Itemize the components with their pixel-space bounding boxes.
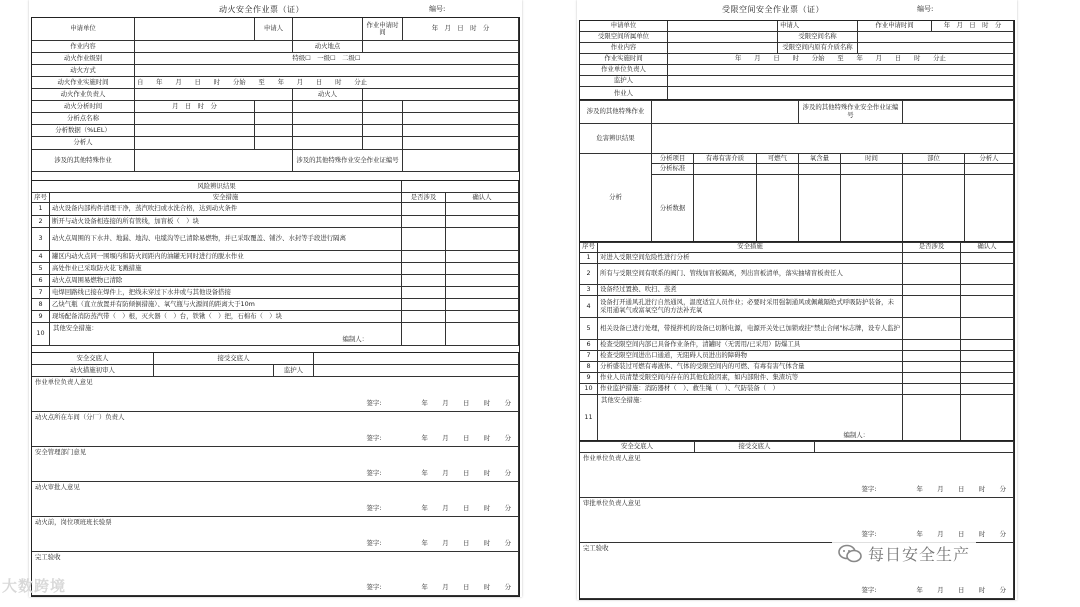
sign-label: 签字: bbox=[366, 582, 382, 591]
measure-text: 所有与受限空间有联系的阀门、管线加盲板隔离，列出盲板清单，落实抽堵盲板责任人 bbox=[598, 264, 903, 285]
other-special-cert-field[interactable] bbox=[403, 150, 519, 172]
measure-number: 5 bbox=[32, 263, 50, 275]
space-header-table bbox=[579, 20, 1015, 100]
analysis-cell[interactable] bbox=[293, 125, 363, 137]
involved-cell[interactable] bbox=[402, 323, 446, 346]
analysis-cell[interactable] bbox=[363, 113, 403, 125]
data-label: 分析数据 bbox=[652, 175, 694, 243]
other-special-field[interactable] bbox=[652, 100, 799, 124]
analysis-cell[interactable] bbox=[293, 137, 363, 150]
analysis-cell[interactable] bbox=[965, 164, 1014, 175]
safety-briefer-label: 安全交底人 bbox=[580, 441, 695, 453]
approver-opinion-box[interactable] bbox=[580, 498, 1014, 543]
involved-cell[interactable] bbox=[903, 285, 961, 296]
form-title: 动火安全作业票（证） bbox=[219, 5, 304, 14]
pre-check-box[interactable] bbox=[32, 517, 519, 552]
measure-text: 动火设备内部构件清理干净，蒸汽吹扫或水洗合格，达到动火条件 bbox=[50, 203, 402, 216]
confirm-cell[interactable] bbox=[961, 340, 1014, 351]
confined-space-permit bbox=[577, 0, 1017, 600]
briefing-receiver-field[interactable] bbox=[815, 441, 1014, 453]
analysis-cell[interactable] bbox=[965, 175, 1014, 243]
original-medium-field[interactable] bbox=[858, 43, 1014, 54]
analysis-cell[interactable] bbox=[903, 164, 965, 175]
sign-label: 签字: bbox=[366, 538, 382, 547]
space-measures-table bbox=[579, 241, 1015, 441]
sign-label: 签字: bbox=[861, 484, 877, 493]
compiler-label: 编制人： bbox=[342, 334, 368, 343]
involved-cell[interactable] bbox=[402, 251, 446, 263]
analysis-label: 分析 bbox=[580, 154, 652, 243]
col-no: 序号 bbox=[580, 242, 598, 253]
approver-box[interactable] bbox=[32, 482, 519, 517]
guardian-field[interactable] bbox=[314, 365, 519, 377]
analysis-time-cell[interactable] bbox=[403, 101, 519, 113]
analyst-label: 分析人 bbox=[32, 137, 135, 150]
unit-opinion-label: 作业单位负责人意见 bbox=[583, 454, 641, 462]
analysis-time-label: 动火分析时间 bbox=[32, 101, 135, 113]
unit-leader-field[interactable] bbox=[668, 65, 1014, 76]
analysis-cell[interactable] bbox=[255, 137, 293, 150]
involved-cell[interactable] bbox=[903, 373, 961, 384]
measure-number: 3 bbox=[580, 285, 598, 296]
confirm-cell[interactable] bbox=[961, 373, 1014, 384]
sign-date: 年 月 日 时 分 bbox=[421, 468, 515, 477]
involved-cell[interactable] bbox=[903, 340, 961, 351]
analysis-time-cell[interactable] bbox=[293, 101, 363, 113]
involved-cell[interactable] bbox=[402, 228, 446, 251]
apply-time-field[interactable]: 年 月 日 时 分 bbox=[403, 18, 519, 41]
measure-other-box[interactable] bbox=[598, 395, 903, 442]
other-special-label: 涉及的其他特殊作业 bbox=[32, 150, 135, 172]
sign-date: 年 月 日 时 分 bbox=[421, 538, 515, 547]
other-special-cert-label: 涉及的其他特殊作业安全作业证编号 bbox=[293, 150, 403, 172]
other-special-field[interactable] bbox=[135, 150, 293, 172]
confirm-cell[interactable] bbox=[446, 251, 519, 263]
confirm-cell[interactable] bbox=[446, 323, 519, 346]
confirm-cell[interactable] bbox=[961, 285, 1014, 296]
fire-location-field[interactable] bbox=[363, 41, 519, 53]
sign-date: 年 月 日 时 分 bbox=[421, 433, 515, 442]
analysis-data-label: 分析数据（%LEL） bbox=[32, 125, 135, 137]
analysis-cell[interactable] bbox=[757, 164, 799, 175]
workshop-opinion-label: 动火点所在车间（分厂）负责人 bbox=[35, 413, 125, 421]
col-no: 序号 bbox=[32, 193, 50, 203]
col-involved: 是否涉及 bbox=[903, 242, 961, 253]
applicant-unit-label: 申请单位 bbox=[580, 21, 668, 32]
fire-method-label: 动火方式 bbox=[32, 65, 135, 77]
confirm-cell[interactable] bbox=[446, 203, 519, 216]
col-confirm: 确认人 bbox=[446, 193, 519, 203]
measure-text: 检查受限空间进出口通道，无阻碍人员进出的障碍物 bbox=[598, 351, 903, 362]
pre-check-label: 动火前，岗位项班班长验票 bbox=[35, 518, 112, 526]
involved-cell[interactable] bbox=[903, 384, 961, 395]
approver-opinion-label: 审批单位负责人意见 bbox=[583, 499, 641, 507]
watermark-left: 大数跨境 bbox=[2, 577, 67, 595]
fire-time-field[interactable]: 自 年 月 日 时 分始 至 年 月 日 时 分止 bbox=[135, 77, 519, 89]
confirm-cell[interactable] bbox=[446, 263, 519, 275]
measure-text: 分析盛装过可燃有毒液体、气体的受限空间内的可燃、有毒有害气体含量 bbox=[598, 362, 903, 373]
analysis-cell[interactable] bbox=[799, 175, 841, 243]
analysis-time-cell[interactable] bbox=[255, 101, 293, 113]
fire-level-label: 动火作业级别 bbox=[32, 53, 135, 65]
analysis-cell[interactable] bbox=[255, 125, 293, 137]
measure-number: 3 bbox=[32, 228, 50, 251]
toxic-label: 有毒有害介质 bbox=[694, 154, 757, 164]
fire-person-label: 动火人 bbox=[293, 89, 363, 101]
confirm-cell[interactable] bbox=[446, 299, 519, 311]
apply-time-label: 作业申请时间 bbox=[858, 21, 932, 32]
op-unit-opinion-box[interactable] bbox=[32, 377, 519, 412]
measure-text: 作业人员清楚受限空间内存在的其他危险因素，如内部附件、集渣坑等 bbox=[598, 373, 903, 384]
involved-cell[interactable] bbox=[903, 253, 961, 264]
fire-work-permit bbox=[29, 0, 522, 597]
sign-date: 年 月 日 时 分 bbox=[916, 484, 1010, 493]
measure-number: 4 bbox=[580, 296, 598, 318]
measure-number: 6 bbox=[580, 340, 598, 351]
involved-cell[interactable] bbox=[903, 351, 961, 362]
confirm-cell[interactable] bbox=[446, 287, 519, 299]
analysis-cell[interactable] bbox=[293, 113, 363, 125]
col-involved: 是否涉及 bbox=[402, 193, 446, 203]
involved-cell[interactable] bbox=[402, 287, 446, 299]
completion-label: 完工验收 bbox=[35, 553, 61, 561]
measure-number: 1 bbox=[32, 203, 50, 216]
analysis-cell[interactable] bbox=[255, 113, 293, 125]
confirm-cell[interactable] bbox=[961, 253, 1014, 264]
measure-number: 10 bbox=[580, 384, 598, 395]
hazard-label: 危害辨识结果 bbox=[580, 124, 652, 154]
analysis-cell[interactable] bbox=[363, 125, 403, 137]
applicant-unit-field[interactable] bbox=[668, 21, 778, 32]
time-label: 时间 bbox=[841, 154, 903, 164]
measure-number: 5 bbox=[580, 318, 598, 340]
analysis-time-field[interactable]: 月 日 时 分 bbox=[135, 101, 255, 113]
applicant-label: 申请人 bbox=[780, 21, 800, 30]
confirm-cell[interactable] bbox=[446, 216, 519, 228]
form-title: 受限空间安全作业票（证） bbox=[722, 5, 824, 14]
guardian-field[interactable] bbox=[668, 76, 1014, 87]
analysis-cell[interactable] bbox=[841, 175, 903, 243]
measure-other-label: 其他安全措施： bbox=[601, 396, 646, 404]
form-number-label: 编号: bbox=[429, 5, 446, 13]
measure-text: 设备经过置换、吹扫、蒸煮 bbox=[598, 285, 903, 296]
analysis-cell[interactable] bbox=[799, 164, 841, 175]
fire-leader-field[interactable] bbox=[135, 89, 293, 101]
fire-level-options[interactable]: 特级☐ 一级☐ 二级☐ bbox=[135, 53, 519, 65]
measure-number: 10 bbox=[32, 323, 50, 346]
fire-person-field[interactable] bbox=[363, 89, 519, 101]
briefing-receiver-label: 接受交底人 bbox=[695, 441, 815, 453]
sign-label: 签字: bbox=[366, 433, 382, 442]
apply-time-field[interactable]: 年 月 日 时 分 bbox=[932, 21, 1014, 32]
involved-cell[interactable] bbox=[402, 299, 446, 311]
measure-number: 7 bbox=[32, 287, 50, 299]
confirm-cell[interactable] bbox=[446, 275, 519, 287]
fire-time-label: 动火作业实施时间 bbox=[32, 77, 135, 89]
space-unit-field[interactable] bbox=[668, 32, 778, 43]
safety-briefer-label: 安全交底人 bbox=[32, 353, 154, 365]
measure-text: 检查受限空间内部已具备作业条件，清罐时（无需用/已采用）防爆工具 bbox=[598, 340, 903, 351]
analysis-cell[interactable] bbox=[403, 125, 519, 137]
involved-cell[interactable] bbox=[402, 216, 446, 228]
measure-other-label: 其他安全措施： bbox=[53, 324, 98, 332]
oxygen-label: 氧含量 bbox=[799, 154, 841, 164]
involved-cell[interactable] bbox=[402, 203, 446, 216]
unit-leader-label: 作业单位负责人 bbox=[580, 65, 668, 76]
standard-label: 分析标准 bbox=[652, 164, 694, 175]
space-name-field[interactable] bbox=[858, 32, 1014, 43]
applicant-label: 申请人 bbox=[255, 18, 293, 41]
analysis-cell[interactable] bbox=[135, 113, 255, 125]
initial-reviewer-label: 动火措施初审人 bbox=[32, 365, 154, 377]
measure-text: 罐区内动火点同一围堰内和防火间距内的油罐无同时进行的脱水作业 bbox=[50, 251, 402, 263]
completion-box[interactable] bbox=[32, 552, 519, 596]
measure-number: 8 bbox=[580, 362, 598, 373]
measure-number: 8 bbox=[32, 299, 50, 311]
measure-text: 作业监护措施：消防器材（ ）、救生绳（ ）、气防装备（ ） bbox=[598, 384, 903, 395]
measure-text: 高处作业已采取防火花飞溅措施 bbox=[50, 263, 402, 275]
work-content-field[interactable] bbox=[135, 41, 293, 53]
other-special-cert-label: 涉及的其他特殊作业安全作业证编号 bbox=[799, 100, 903, 124]
measure-number: 9 bbox=[32, 311, 50, 323]
analyst-label: 分析人 bbox=[965, 154, 1014, 164]
sign-label: 签字: bbox=[366, 398, 382, 407]
work-content-label: 作业内容 bbox=[32, 41, 135, 53]
measure-text: 断开与动火设备相连接的所有管线，加盲板（ ）块 bbox=[50, 216, 402, 228]
analysis-cell[interactable] bbox=[694, 175, 757, 243]
workshop-opinion-box[interactable] bbox=[32, 412, 519, 447]
measure-text: 乙炔气瓶（直立放置并有防倾倒措施）、氧气瓶与火源间的距离大于10m bbox=[50, 299, 402, 311]
measure-text: 相关设备已进行处理，带搅拌机的设备已切断电源，电源开关处已加锁或挂"禁止合闸"标志牌，设专人监护 bbox=[598, 318, 903, 340]
measure-text: 现场配备消防蒸汽带（ ）根，灭火器（ ）台，铁锹（ ）把，石棉布（ ）块 bbox=[50, 311, 402, 323]
watermark-right-text: 每日安全生产 bbox=[868, 545, 971, 564]
approver-label: 动火审批人意见 bbox=[35, 483, 80, 491]
guardian-label: 监护人 bbox=[580, 76, 668, 87]
risk-field[interactable] bbox=[402, 181, 519, 193]
measure-number: 2 bbox=[32, 216, 50, 228]
space-name-label: 受限空间名称 bbox=[778, 32, 858, 43]
confirm-cell[interactable] bbox=[446, 311, 519, 323]
analysis-item-label: 分析项目 bbox=[652, 154, 694, 164]
measure-number: 11 bbox=[580, 395, 598, 442]
sign-date: 年 月 日 时 分 bbox=[421, 503, 515, 512]
work-time-label: 作业实施时间 bbox=[580, 54, 668, 65]
involved-cell[interactable] bbox=[903, 362, 961, 373]
analysis-cell[interactable] bbox=[135, 125, 255, 137]
fire-approval-table bbox=[31, 352, 520, 597]
confirm-cell[interactable] bbox=[961, 318, 1014, 340]
applicant-unit-field[interactable] bbox=[135, 18, 255, 41]
sign-label: 签字: bbox=[366, 468, 382, 477]
measure-number: 6 bbox=[32, 275, 50, 287]
measure-text: 对进入受限空间危险性进行分析 bbox=[598, 253, 903, 264]
confirm-cell[interactable] bbox=[961, 384, 1014, 395]
measure-number: 7 bbox=[580, 351, 598, 362]
measure-number: 1 bbox=[580, 253, 598, 264]
analysis-time-cell[interactable] bbox=[363, 101, 403, 113]
involved-cell[interactable] bbox=[903, 264, 961, 285]
space-analysis-table bbox=[579, 99, 1015, 242]
col-measure: 安全措施 bbox=[50, 193, 402, 203]
fire-measures-table bbox=[31, 180, 520, 353]
confirm-cell[interactable] bbox=[961, 351, 1014, 362]
unit-opinion-box[interactable] bbox=[580, 453, 1014, 498]
fire-leader-label: 动火作业负责人 bbox=[32, 89, 135, 101]
confirm-cell[interactable] bbox=[961, 296, 1014, 318]
confirm-cell[interactable] bbox=[446, 228, 519, 251]
fire-header-table bbox=[31, 17, 520, 181]
compiler-label: 编制人： bbox=[843, 430, 869, 439]
measure-number: 4 bbox=[32, 251, 50, 263]
col-measure: 安全措施 bbox=[598, 242, 903, 253]
involved-cell[interactable] bbox=[903, 296, 961, 318]
measure-other-box[interactable] bbox=[50, 323, 402, 346]
initial-reviewer-field[interactable] bbox=[154, 365, 274, 377]
op-unit-opinion-label: 作业单位负责人意见 bbox=[35, 378, 93, 386]
measure-text: 动火点周围易燃物已清除 bbox=[50, 275, 402, 287]
col-confirm: 确认人 bbox=[961, 242, 1014, 253]
work-content-label: 作业内容 bbox=[580, 43, 668, 54]
involved-cell[interactable] bbox=[903, 395, 961, 442]
confirm-cell[interactable] bbox=[961, 362, 1014, 373]
space-unit-label: 受限空间所属单位 bbox=[580, 32, 668, 43]
analysis-cell[interactable] bbox=[757, 175, 799, 243]
analysis-cell[interactable] bbox=[903, 175, 965, 243]
point-name-label: 分析点名称 bbox=[32, 113, 135, 125]
guardian-label: 监护人 bbox=[274, 365, 314, 377]
worker-label: 作业人 bbox=[580, 87, 668, 101]
fire-method-field[interactable] bbox=[135, 65, 519, 77]
safety-dept-label: 安全管理部门意见 bbox=[35, 448, 87, 456]
risk-label: 风险辨识结果 bbox=[32, 181, 402, 193]
involved-cell[interactable] bbox=[903, 318, 961, 340]
involved-cell[interactable] bbox=[402, 275, 446, 287]
briefing-receiver-label: 接受交底人 bbox=[154, 353, 314, 365]
confirm-cell[interactable] bbox=[961, 395, 1014, 442]
measure-text: 动火点周围的下水井、地漏、地沟、电缆沟等已清除易燃物，并已采取覆盖、铺沙、水封等手段进行隔离 bbox=[50, 228, 402, 251]
analysis-cell[interactable] bbox=[363, 137, 403, 150]
other-special-cert-field[interactable] bbox=[903, 100, 1014, 124]
wechat-icon bbox=[838, 544, 862, 564]
sign-date: 年 月 日 时 分 bbox=[421, 582, 515, 591]
analysis-cell[interactable] bbox=[403, 113, 519, 125]
flammable-label: 可燃气 bbox=[757, 154, 799, 164]
apply-time-label: 作业申请时间 bbox=[363, 18, 403, 41]
sign-date: 年 月 日 时 分 bbox=[421, 398, 515, 407]
fire-location-label: 动火地点 bbox=[293, 41, 363, 53]
briefing-receiver-field[interactable] bbox=[314, 353, 519, 365]
other-special-label: 涉及的其他特殊作业 bbox=[580, 100, 652, 124]
analysis-cell[interactable] bbox=[403, 137, 519, 150]
analysis-cell[interactable] bbox=[694, 164, 757, 175]
hazard-field[interactable] bbox=[652, 124, 1014, 154]
confirm-cell[interactable] bbox=[961, 264, 1014, 285]
sign-label: 签字: bbox=[861, 529, 877, 538]
applicant-field[interactable] bbox=[293, 18, 363, 41]
measure-number: 2 bbox=[580, 264, 598, 285]
measure-number: 9 bbox=[580, 373, 598, 384]
position-label: 部位 bbox=[903, 154, 965, 164]
work-time-field[interactable]: 年 月 日 时 分始 至 年 月 日 时 分止 bbox=[668, 54, 1014, 65]
form-number-label: 编号: bbox=[917, 5, 934, 13]
sign-label: 签字: bbox=[366, 503, 382, 512]
watermark-right bbox=[832, 540, 976, 567]
analysis-cell[interactable] bbox=[841, 164, 903, 175]
measure-text: 电焊回路线已接在焊件上，把线未穿过下水井或与其他设备搭接 bbox=[50, 287, 402, 299]
safety-dept-box[interactable] bbox=[32, 447, 519, 482]
original-medium-label: 受限空间内原有介质名称 bbox=[778, 43, 858, 54]
space-approval-table bbox=[579, 440, 1015, 600]
applicant-cell[interactable] bbox=[778, 21, 858, 32]
completion-label: 完工验收 bbox=[583, 544, 609, 552]
work-content-field[interactable] bbox=[668, 43, 778, 54]
sign-date: 年 月 日 时 分 bbox=[916, 529, 1010, 538]
sign-label: 签字: bbox=[861, 585, 877, 594]
analysis-cell[interactable] bbox=[135, 137, 255, 150]
involved-cell[interactable] bbox=[402, 311, 446, 323]
applicant-unit-label: 申请单位 bbox=[32, 18, 135, 41]
measure-text: 设备打开通风孔进行自然通风，温度适宜人员作业；必要时采用强制通风或佩戴隔绝式呼吸防护装备，未采用通氧气或富氧空气的方法补充氧 bbox=[598, 296, 903, 318]
involved-cell[interactable] bbox=[402, 263, 446, 275]
sign-date: 年 月 日 时 分 bbox=[916, 585, 1010, 594]
